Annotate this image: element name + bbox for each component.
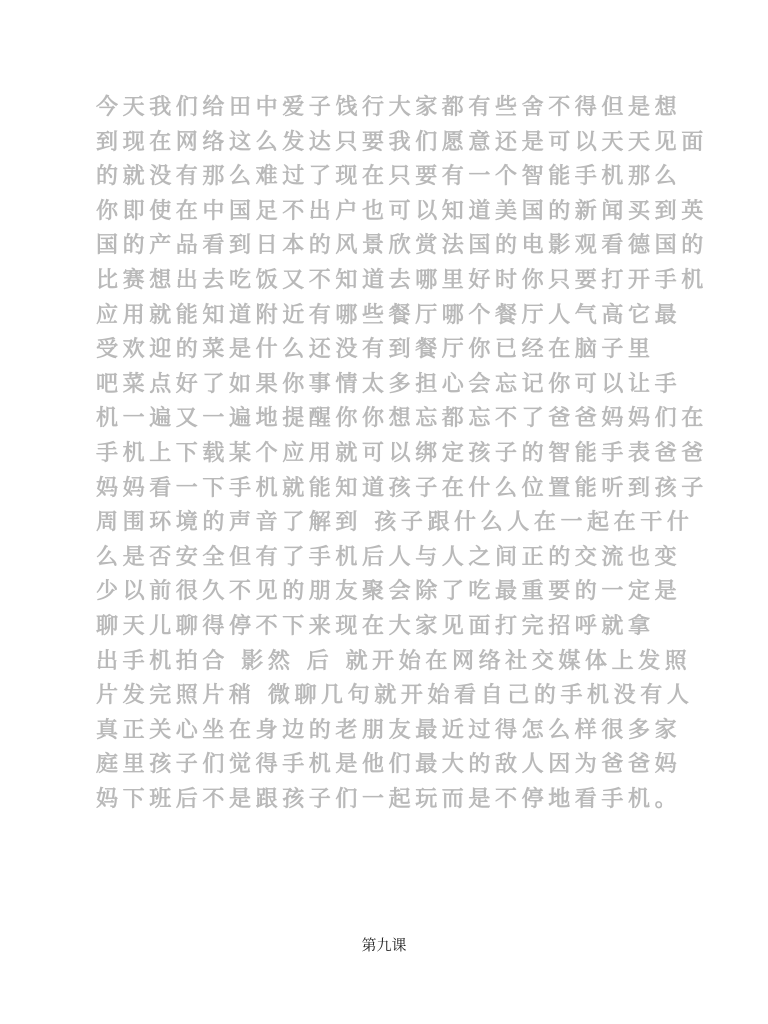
passage-line-5: 国的产品看到日本的风景欣赏法国的电影观看德国的	[96, 232, 708, 259]
lesson-footer: 第九课	[361, 936, 407, 954]
passage-line-21: 妈下班后不是跟孩子们一起玩而是不停地看手机。	[96, 785, 682, 812]
passage-line-15: 少以前很久不见的朋友聚会除了吃最重要的一定是	[96, 578, 682, 605]
passage-line-7: 应用就能知道附近有哪些餐厅哪个餐厅人气高它最	[96, 301, 682, 328]
passage-line-10: 机一遍又一遍地提醒你你想忘都忘不了爸爸妈妈们在	[96, 405, 708, 432]
passage-line-17: 出手机拍合 影然 后 就开始在网络社交媒体上发照	[96, 647, 692, 674]
passage-line-19: 真正关心坐在身边的老朋友最近过得怎么样很多家	[96, 716, 682, 743]
passage-line-12: 妈妈看一下手机就能知道孩子在什么位置能听到孩子	[96, 474, 708, 501]
passage-line-11: 手机上下载某个应用就可以绑定孩子的智能手表爸爸	[96, 439, 708, 466]
passage-line-3: 的就没有那么难过了现在只要有一个智能手机那么	[96, 163, 682, 190]
passage-line-6: 比赛想出去吃饭又不知道去哪里好时你只要打开手机	[96, 266, 708, 293]
passage-line-13: 周围环境的声音了解到 孩子跟什么人在一起在干什	[96, 509, 694, 536]
passage-line-9: 吧菜点好了如果你事情太多担心会忘记你可以让手	[96, 370, 682, 397]
passage-line-14: 么是否安全但有了手机后人与人之间正的交流也变	[96, 543, 682, 570]
passage-line-20: 庭里孩子们觉得手机是他们最大的敌人因为爸爸妈	[96, 751, 682, 778]
passage-line-2: 到现在网络这么发达只要我们愿意还是可以天天见面	[96, 128, 708, 155]
passage-line-18: 片发完照片稍 微聊几句就开始看自己的手机没有人	[96, 682, 694, 709]
passage-line-1: 今天我们给田中爱子饯行大家都有些舍不得但是想	[96, 94, 682, 120]
passage	[96, 90, 708, 816]
passage-line-16: 聊天儿聊得停不下来现在大家见面打完招呼就拿	[96, 612, 655, 639]
passage-line-4: 你即使在中国足不出户也可以知道美国的新闻买到英	[96, 197, 708, 224]
passage-line-8: 受欢迎的菜是什么还没有到餐厅你已经在脑子里	[96, 336, 655, 363]
